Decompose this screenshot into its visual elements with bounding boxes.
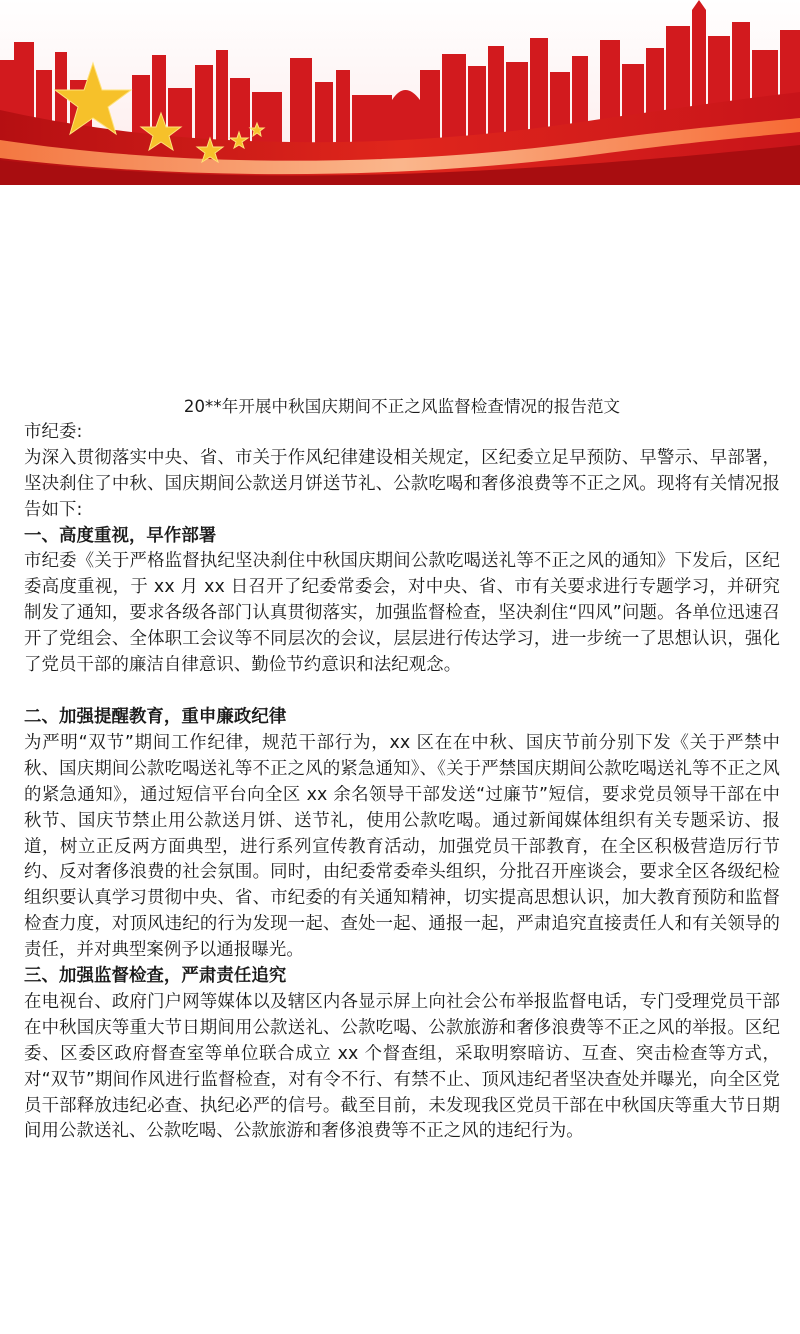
report-document [24, 394, 780, 1145]
section-3-heading: 三、加强监督检查，严肃责任追究 [24, 966, 287, 987]
city-skyline-illustration [0, 0, 800, 185]
section-2-body: 为严明“双节”期间工作纪律，规范干部行为，xx 区在在中秋、国庆节前分别下发《关于严禁中秋、国庆期间公款吃喝送礼等不正之风的紧急通知》、《关于严禁国庆期间公款吃喝送礼等不正之风的紧急通知》，通过短信平台向全区 xx 余名领导干部发送“过廉节”短信，要求党员领导干部在中秋节、国庆节禁止用公款送月饼、送节礼，使用公款吃喝。通过新闻媒体组织有关专题采访、报道，树立正反两方面典型，进行系列宣传教育活动，加强党员干部教育，在全区积极营造厉行节约、反对奢侈浪费的社会氛围。同时，由纪委常委牵头组织，分批召开座谈会，要求全区各级纪检组织要认真学习贯彻中央、省、市纪委的有关通知精神，切实提高思想认识，加大教育预防和监督检查力度，对顶风违纪的行为发现一起、查处一起、通报一起，严肃追究直接责任人和有关领导的责任，并对典型案例予以通报曝光。 [24, 732, 780, 961]
section-3-body: 在电视台、政府门户网等媒体以及辖区内各显示屏上向社会公布举报监督电话，专门受理党员干部在中秋国庆等重大节日期间用公款送礼、公款吃喝、公款旅游和奢侈浪费等不正之风的举报。区纪委、区委区政府督查室等单位联合成立 xx 个督查组，采取明察暗访、互查、突击检查等方式，对“双节”期间作风进行监督检查，对有令不行、有禁不止、顶风违纪者坚决查处并曝光，向全区党员干部释放违纪必查、执纪必严的信号。截至目前，未发现我区党员干部在中秋国庆等重大节日期间用公款送礼、公款吃喝、公款旅游和奢侈浪费等不正之风的违纪行为。 [24, 991, 780, 1142]
section-2-heading: 二、加强提醒教育，重申廉政纪律 [24, 706, 287, 727]
section-1-heading: 一、高度重视，早作部署 [24, 525, 217, 546]
header-banner [0, 0, 800, 185]
document-title: 20**年开展中秋国庆期间不正之风监督检查情况的报告范文 [183, 397, 621, 416]
paragraph-gap [24, 679, 780, 705]
intro-paragraph: 为深入贯彻落实中央、省、市关于作风纪律建设相关规定，区纪委立足早预防、早警示、早部署，坚决刹住了中秋、国庆期间公款送月饼送节礼、公款吃喝和奢侈浪费等不正之风。现将有关情况报告如下: [24, 447, 780, 520]
salutation: 市纪委: [24, 421, 83, 442]
section-1-body: 市纪委《关于严格监督执纪坚决刹住中秋国庆期间公款吃喝送礼等不正之风的通知》下发后，区纪委高度重视，于 xx 月 xx 日召开了纪委常委会，对中央、省、市有关要求进行专题学习，并研究制发了通知，要求各级各部门认真贯彻落实，加强监督检查，坚决刹住“四风”问题。各单位迅速召开了党组会、全体职工会议等不同层次的会议，层层进行传达学习，进一步统一了思想认识，强化了党员干部的廉洁自律意识、勤俭节约意识和法纪观念。 [24, 551, 780, 676]
